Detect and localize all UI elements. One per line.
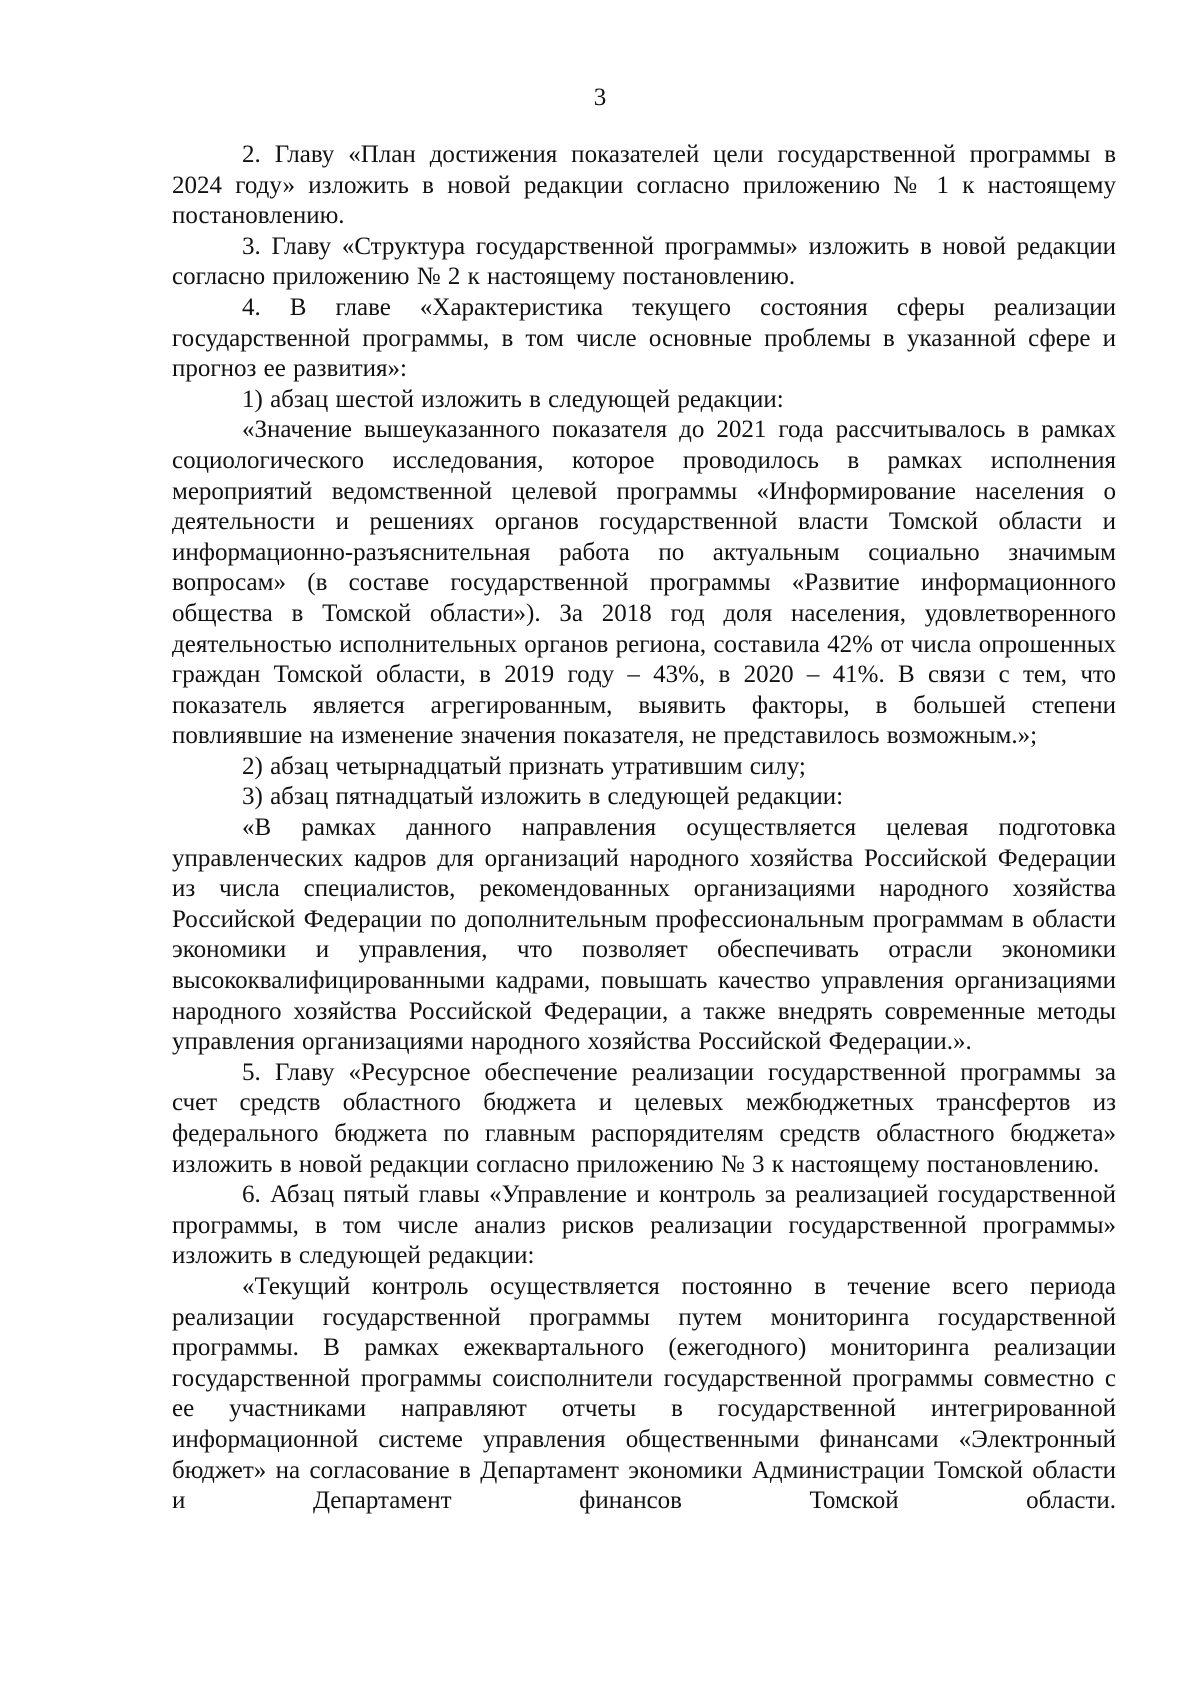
- paragraph-subitem-2: 2) абзац четырнадцатый признать утратившим силу;: [242, 752, 806, 780]
- paragraph-quote-training: «В рамках данного направления осуществляется целевая подготовка управленческих кадров для организаций народного хозяйства Российской Федерации из числа специалистов, рекомендованных организациями народного хозяйства Российской Федерации по дополнительным профессиональным программам в области экономики и управления, что позволяет обеспечивать отрасли экономики высококвалифицированными кадрами, повышать качество управления организациями народного хозяйства Российской Федерации, а также внедрять современные методы управления организациями народного хозяйства Российской Федерации.».: [172, 814, 1116, 1056]
- paragraph-item-5: 5. Главу «Ресурсное обеспечение реализации государственной программы за счет средств областного бюджета и целевых межбюджетных трансфертов из федерального бюджета по главным распорядителям средств областного бюджета» изложить в новой редакции согласно приложению № 3 к настоящему постановлению.: [172, 1058, 1116, 1178]
- paragraph-item-4: 4. В главе «Характеристика текущего состояния сферы реализации государственной программы, в том числе основные проблемы в указанной сфере и прогноз ее развития»:: [172, 293, 1116, 383]
- document-body: [172, 140, 1116, 1517]
- paragraph-subitem-3: 3) абзац пятнадцатый изложить в следующей редакции:: [242, 783, 844, 811]
- page-number: 3: [593, 84, 607, 111]
- paragraph-subitem-1: 1) абзац шестой изложить в следующей редакции:: [242, 385, 784, 413]
- paragraph-quote-control: «Текущий контроль осуществляется постоянно в течение всего периода реализации государственной программы путем мониторинга государственной программы. В рамках ежеквартального (ежегодного) мониторинга реализации государственной программы соисполнители государственной программы совместно с ее участниками направляют отчеты в государственной интегрированной информационной системе управления общественными финансами «Электронный бюджет» на согласование в Департамент экономики Администрации Томской области и Департамент финансов Томской области.: [172, 1272, 1116, 1515]
- paragraph-quote-indicator: «Значение вышеуказанного показателя до 2021 года рассчитывалось в рамках социологического исследования, которое проводилось в рамках исполнения мероприятий ведомственной целевой программы «Информирование населения о деятельности и решениях органов государственной власти Томской области и информационно-разъяснительная работа по актуальным социально значимым вопросам» (в составе государственной программы «Развитие информационного общества в Томской области»). За 2018 год доля населения, удовлетворенного деятельностью исполнительных органов региона, составила 42% от числа опрошенных граждан Томской области, в 2019 году – 43%, в 2020 – 41%. В связи с тем, что показатель является агрегированным, выявить факторы, в большей степени повлиявшие на изменение значения показателя, не представилось возможным.»;: [172, 416, 1116, 750]
- paragraph-item-6: 6. Абзац пятый главы «Управление и контроль за реализацией государственной программы, в том числе анализ рисков реализации государственной программы» изложить в следующей редакции:: [172, 1181, 1116, 1270]
- paragraph-item-2: 2. Главу «План достижения показателей цели государственной программы в 2024 году» изложить в новой редакции согласно приложению № 1 к настоящему постановлению.: [172, 141, 1116, 230]
- paragraph-item-3: 3. Главу «Структура государственной программы» изложить в новой редакции согласно приложению № 2 к настоящему постановлению.: [172, 232, 1116, 291]
